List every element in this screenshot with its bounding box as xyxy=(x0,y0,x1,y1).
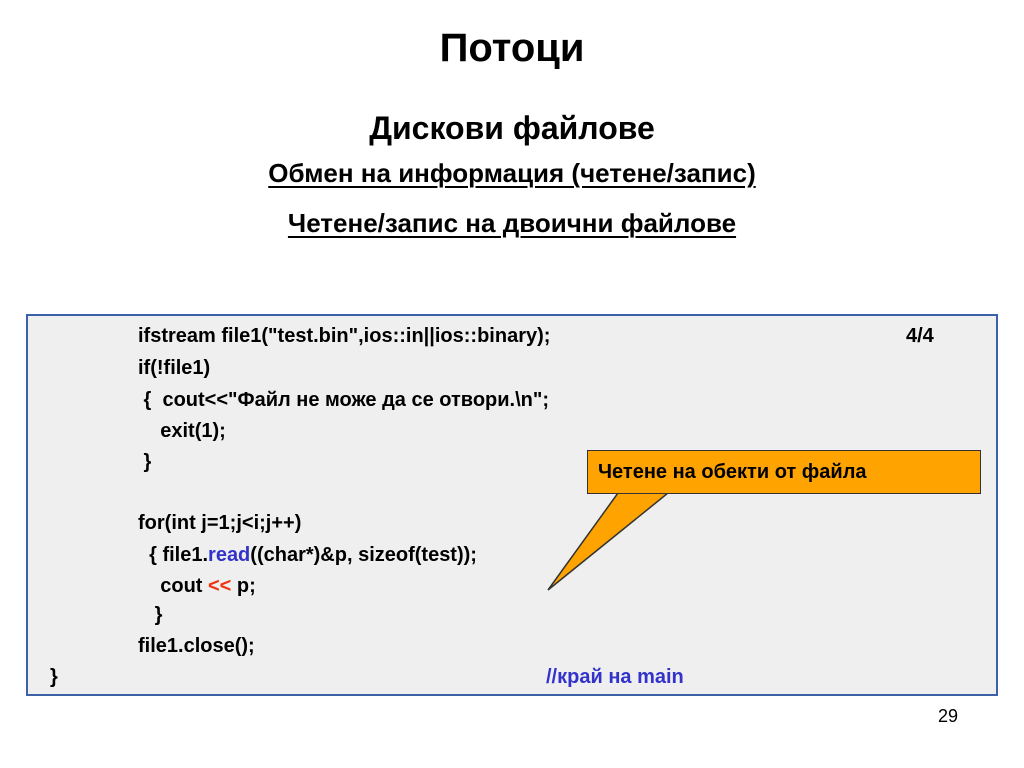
code-cout-prefix: cout xyxy=(138,575,208,597)
subtitle-info-exchange-text: Обмен на информация (четене/запис) xyxy=(268,158,756,188)
code-read-keyword: read xyxy=(208,544,251,566)
page-number: 29 xyxy=(938,706,959,726)
code-cout-suffix: p; xyxy=(231,575,256,597)
callout-read-objects: Четене на обекти от файла xyxy=(587,450,981,494)
code-read-prefix: { file1. xyxy=(138,544,209,566)
code-line-read xyxy=(138,545,477,565)
code-line-exit: exit(1); xyxy=(138,420,226,442)
code-stream-operator: << xyxy=(208,575,232,597)
code-line-loop-close-brace: } xyxy=(138,604,163,626)
code-line-file-close: file1.close(); xyxy=(138,635,255,657)
code-comment-end-of-main: //край на main xyxy=(546,666,684,688)
code-line-cout-p xyxy=(138,576,256,596)
slide-subtitle-info-exchange xyxy=(0,160,1024,186)
slide-title: Потоци xyxy=(439,26,585,70)
slide-subtitle-disk-files: Дискови файлове xyxy=(369,110,655,146)
code-line-close-brace: } xyxy=(138,451,152,473)
code-read-suffix: ((char*)&p, sizeof(test)); xyxy=(250,544,477,566)
code-line-if: if(!file1) xyxy=(138,357,211,379)
code-line-for: for(int j=1;j<i;j++) xyxy=(138,512,302,534)
code-line-ifstream: ifstream file1("test.bin",ios::in||ios::binary); xyxy=(138,325,551,347)
code-line-main-close-brace: } xyxy=(50,666,58,688)
slide-subtitle-binary-files xyxy=(0,210,1024,236)
subtitle-binary-files-text: Четене/запис на двоични файлове xyxy=(287,208,737,238)
code-line-cout-error: { cout<<"Файл не може да се отвори.\n"; xyxy=(138,389,550,411)
code-page-marker: 4/4 xyxy=(906,325,934,347)
